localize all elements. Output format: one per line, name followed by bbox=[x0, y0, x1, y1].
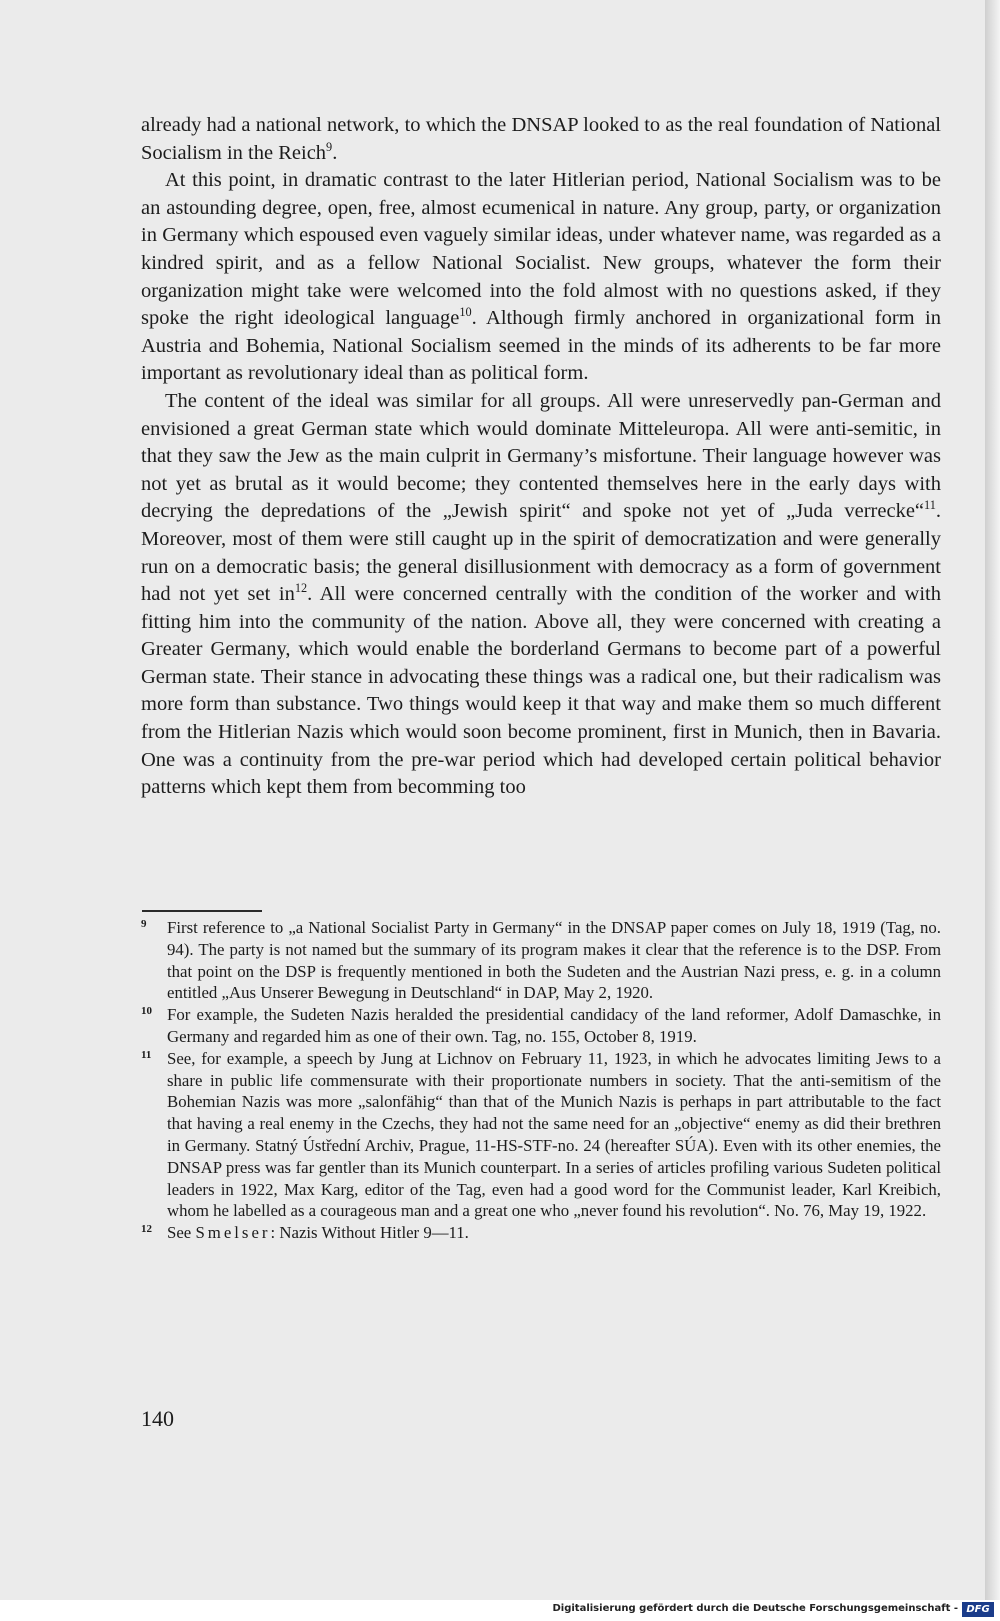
footnote-text: For example, the Sudeten Nazis heralded the presidential candidacy of the land reformer, Adolf Damaschke, in Germany and regarded him as one of their own. Tag, no. 155, October 8, 1919. bbox=[167, 1005, 941, 1046]
footnote-text: : Nazis Without Hitler 9—11. bbox=[270, 1223, 469, 1243]
paragraph-text: . bbox=[332, 141, 338, 164]
main-text bbox=[141, 112, 941, 802]
digitization-footer bbox=[0, 1600, 1000, 1621]
paragraph-text: The content of the ideal was similar for all groups. All were unreservedly pan-German and envisioned a great German state which would dominate Mitteleuropa. All were anti-semitic, in that they saw the Jew as the main culprit in Germany’s misfortune. Their language however was not yet as brutal as it would become; they contented themselves here in the early days with decrying the depredations of the „Jewish spirit“ and spoke not yet of „Juda verrecke“ bbox=[141, 389, 941, 523]
footnote-ref: 10 bbox=[459, 305, 472, 320]
paragraph bbox=[141, 388, 941, 802]
footnote-text: See bbox=[167, 1223, 196, 1243]
footnote bbox=[141, 917, 941, 1004]
footnote-ref: 11 bbox=[924, 498, 936, 513]
footnote-number: 9 bbox=[141, 918, 147, 930]
footnote-number: 10 bbox=[141, 1005, 152, 1018]
footnote-ref: 12 bbox=[294, 581, 308, 596]
footnote-text: See, for example, a speech by Jung at Lichnov on February 11, 1923, in which he advocates limiting Jews to a share in public life commensurate with their proportionate numbers in society. That the anti-semitism of the Bohemian Nazis was more „salonfähig“ than that of the Munich Nazis is perhaps in part attributable to the fact that having a real enemy in the Czechs, they had not the same need for an „objective“ enemy as did their brethren in Germany. Statný Ústřední Archiv, Prague, 11-HS-STF-no. 24 (hereafter SÚA). Even with its other enemies, the DNSAP press was far gentler than its Munich counterpart. In a series of articles profiling various Sudeten political leaders in 1922, Max Karg, editor of the Tag, even had a good word for the Communist leader, Karl Kreibich, whom he labelled as a courageous man and a great one who „never found his revolution“. No. 76, May 19, 1922. bbox=[167, 1048, 941, 1221]
footnote-text: First reference to „a National Socialist Party in Germany“ in the DNSAP paper comes on July 18, 1919 (Tag, no. 94). The party is not named but the summary of its program makes it clear that the reference is to the DSP. From that point on the DSP is frequently mentioned in both the Sudeten and the Austrian Nazi press, e. g. in a column entitled „Aus Unserer Bewegung in Deutschland“ in DAP, May 2, 1920. bbox=[167, 918, 941, 1003]
paragraph bbox=[141, 167, 941, 388]
paragraph-text: . All were concerned centrally with the condition of the worker and with fitting him into the community of the nation. Above all, they were concerned with creating a Greater Germany, which would enable the borderland Germans to become part of a powerful German state. Their stance in advocating these things was a radical one, but their radicalism was more form than substance. Two things would keep it that way and make them so much different from the Hitlerian Nazis which would soon become prominent, first in Munich, then in Bavaria. One was a continuity from the pre-war period which had developed certain political behavior patterns which kept them from becomming too bbox=[141, 583, 941, 799]
paragraph-text: already had a national network, to which the DNSAP looked to as the real foundation of National Socialism in the Reich bbox=[141, 114, 941, 164]
paragraph bbox=[141, 112, 941, 167]
footnote bbox=[141, 1004, 941, 1048]
paragraph-text: At this point, in dramatic contrast to the later Hitlerian period, National Socialism was to be an astounding degree, open, free, almost ecumenical in nature. Any group, party, or organization in Germany which espoused even vaguely similar ideas, under whatever name, was regarded as a kindred spirit, and as a fellow National Socialist. New groups, whatever the form their organization might take were welcomed into the fold almost with no questions asked, if they spoke the right ideological language bbox=[141, 169, 941, 330]
footnote-number: 12 bbox=[141, 1223, 152, 1236]
footnote-divider bbox=[142, 910, 262, 912]
page-edge bbox=[985, 0, 1000, 1600]
paragraph-text: . Moreover, most of them were still caught up in the spirit of democratization and were generally run on a democratic basis; the general disillusionment with democracy as a form of government had not yet set in bbox=[141, 500, 941, 606]
footnotes bbox=[141, 917, 941, 1244]
paragraph-text: . Although firmly anchored in organizational form in Austria and Bohemia, National Socialism seemed in the minds of its adherents to be far more important as revolutionary ideal than as political form. bbox=[141, 307, 941, 385]
footer-credit: Digitalisierung gefördert durch die Deutsche Forschungsgemeinschaft - bbox=[552, 1603, 958, 1614]
footnote bbox=[141, 1048, 941, 1222]
page-number: 140 bbox=[141, 1406, 174, 1431]
dfg-logo: DFG bbox=[962, 1602, 994, 1617]
footnote bbox=[141, 1222, 941, 1244]
author-name: Smelser bbox=[195, 1223, 271, 1243]
footnote-number: 11 bbox=[141, 1048, 152, 1061]
footnote-ref: 9 bbox=[326, 139, 333, 154]
